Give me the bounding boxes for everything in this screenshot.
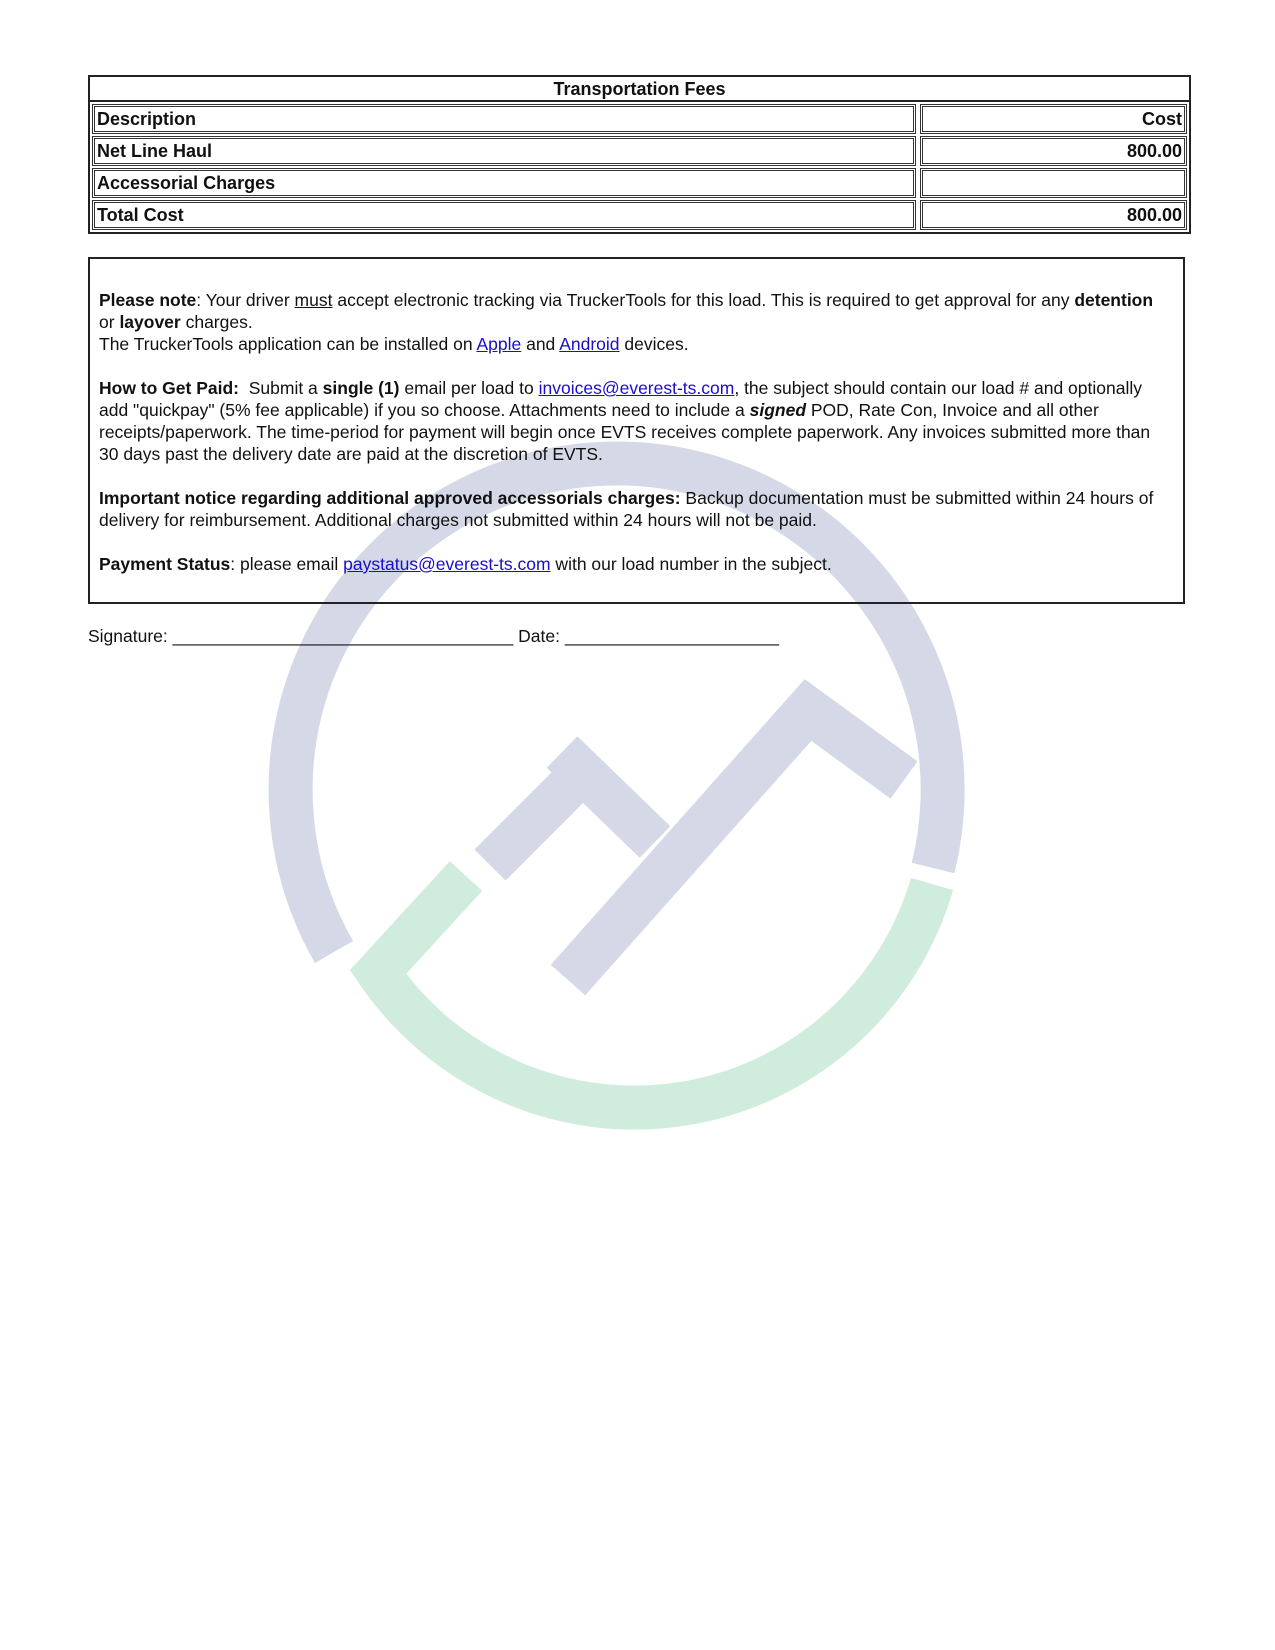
text: or <box>99 312 120 332</box>
invoices-email-link[interactable]: invoices@everest-ts.com <box>538 378 735 398</box>
text: Submit a <box>239 378 323 398</box>
accessorials-paragraph <box>99 487 1173 531</box>
text: devices. <box>619 334 689 354</box>
row-cost: 800.00 <box>920 200 1187 230</box>
please-note-label: Please note <box>99 290 197 310</box>
transportation-fees-table <box>88 75 1191 234</box>
signature-line <box>88 625 779 647</box>
notes-box <box>88 257 1185 604</box>
date-label: Date: <box>513 626 565 646</box>
signed-emphasis: signed <box>749 400 807 420</box>
watermark-gray-bar-left <box>490 770 585 865</box>
layover-emphasis: layover <box>119 312 181 332</box>
row-description: Net Line Haul <box>92 136 916 166</box>
text: Backup documentation must be submitted within 24 hours of delivery for reimbursement. Additional charges not submitted within 24 hours will not be paid. <box>99 488 1154 530</box>
text: The TruckerTools application can be installed on <box>99 334 477 354</box>
fees-table-title: Transportation Fees <box>90 77 1189 102</box>
table-row <box>90 166 1189 198</box>
apple-link[interactable]: Apple <box>476 334 522 354</box>
text: : Your driver <box>196 290 295 310</box>
detention-emphasis: detention <box>1074 290 1154 310</box>
payment-status-paragraph <box>99 553 1173 575</box>
signature-field[interactable]: ___________________________________ <box>172 626 514 646</box>
row-cost <box>920 168 1187 198</box>
must-emphasis: must <box>294 290 333 310</box>
header-cost: Cost <box>920 104 1187 134</box>
table-row <box>90 198 1189 232</box>
signature-label: Signature: <box>88 626 173 646</box>
text: , the subject should contain our load # and optionally add "quickpay" (5% fee applicable) if you so choose. Attachments need to include a <box>99 378 1142 420</box>
table-row <box>90 134 1189 166</box>
get-paid-paragraph <box>99 377 1173 465</box>
row-cost: 800.00 <box>920 136 1187 166</box>
date-field[interactable]: ______________________ <box>564 626 779 646</box>
fees-header-row <box>90 102 1189 134</box>
text: and <box>521 334 560 354</box>
text: accept electronic tracking via TruckerTools for this load. This is required to get approval for any <box>332 290 1075 310</box>
watermark-green-arc <box>378 876 932 1108</box>
text: charges. <box>180 312 253 332</box>
please-note-paragraph <box>99 289 1173 355</box>
watermark-gray-mountain <box>568 710 904 980</box>
paystatus-email-link[interactable]: paystatus@everest-ts.com <box>343 554 551 574</box>
row-description: Total Cost <box>92 200 916 230</box>
row-description: Accessorial Charges <box>92 168 916 198</box>
text: email per load to <box>399 378 539 398</box>
header-description: Description <box>92 104 916 134</box>
payment-status-label: Payment Status <box>99 554 231 574</box>
android-link[interactable]: Android <box>559 334 620 354</box>
watermark-gray-bar-top <box>562 752 655 842</box>
single-emphasis: single (1) <box>322 378 400 398</box>
accessorials-label: Important notice regarding additional approved accessorials charges: <box>99 488 681 508</box>
get-paid-label: How to Get Paid: <box>99 378 239 398</box>
text: with our load number in the subject. <box>550 554 832 574</box>
text: : please email <box>230 554 344 574</box>
text: POD, Rate Con, Invoice and all other receipts/paperwork. The time-period for payment will begin once EVTS receives complete paperwork. Any invoices submitted more than 30 days past the delivery date are paid at the discretion of EVTS. <box>99 400 1151 464</box>
